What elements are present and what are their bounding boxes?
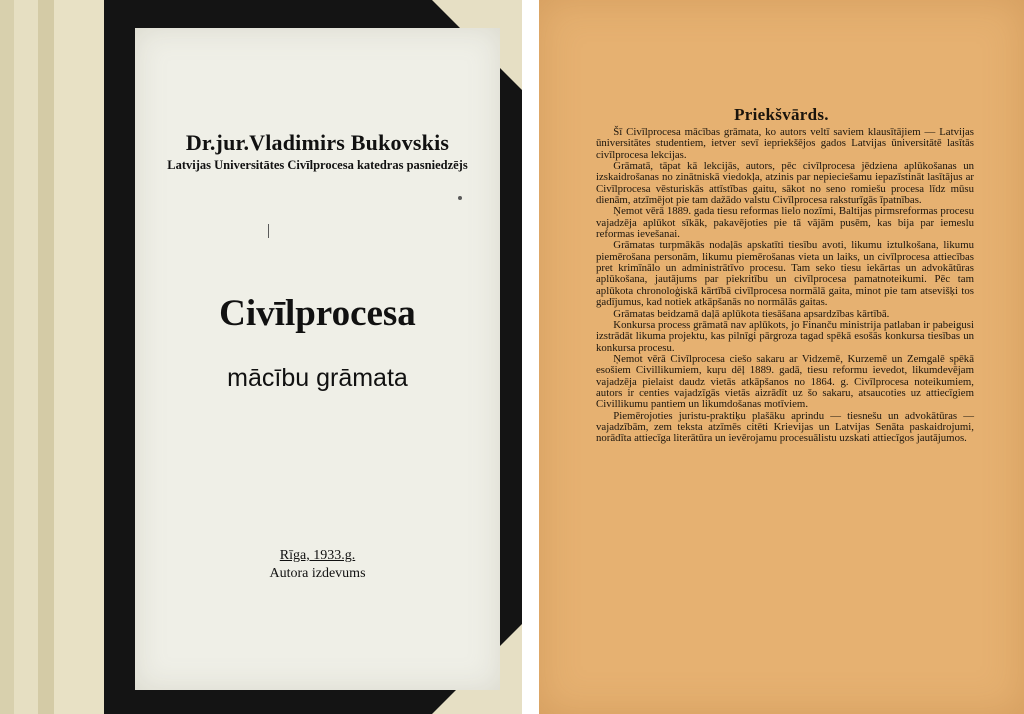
cover-mark bbox=[268, 224, 269, 238]
preface-paragraph: Konkursa process grāmatā nav aplūkots, jo Finanču ministrija patlaban ir pabeigusi izstrādāt likuma projektu, kas pilnīgi pārgroza tagad spēkā esošās konkursa tiesības un konkursa procesu. bbox=[596, 318, 974, 354]
cover-place-year bbox=[135, 548, 500, 564]
cover-affiliation: Latvijas Universitātes Civīlprocesa katedras pasniedzējs bbox=[167, 158, 468, 172]
preface-paragraph: Ņemot vērā Civīlprocesa ciešo sakaru ar Vidzemē, Kurzemē un Zemgalē spēkā esošiem Civillikumiem, kuŗu dēļ 1889. gadā, tiesu reformu ievedot, likumdevējam vajadzēja pielaist daudz vietās atkāpšanos no 1864. g. Civīlprocesa noteikumiem, autors ir centies vajadzīgās vietās aizrādīt uz šo sakaru, atsaucoties uz attiecīgiem Civillikumu pantiem un likumdošanas motīviem. bbox=[596, 352, 974, 411]
spine-strip bbox=[38, 0, 55, 714]
preface-paragraph: Grāmatā, tāpat kā lekcijās, autors, pēc civīlprocesa jēdziena aplūkošanas un izskaidrošanas no zinātniskā viedokļa, atzinis par nepieciešamu iepazīstināt lasītājus ar Civīlprocesa vēsturiskās attīstības gaitu, sākot no seno romiešu procesa līdz mūsu dienām, atzīmējot pie tam dažādo valstu Civīlprocesa raksturīgās īpatnības. bbox=[596, 160, 974, 207]
cover-author: Dr.jur.Vladimirs Bukovskis bbox=[185, 130, 450, 155]
cover-publisher: Autora izdevums bbox=[269, 566, 366, 581]
preface-paragraph: Grāmatas beidzamā daļā aplūkota tiesāšana apsardzības kārtībā. bbox=[613, 307, 890, 320]
preface-heading: Priekšvārds. bbox=[734, 105, 829, 124]
spine-strip bbox=[0, 0, 15, 714]
spine-strip bbox=[54, 0, 104, 714]
preface-paragraph: Piemērojoties juristu-praktiķu plašāku aprindu — tiesnešu un advokātūras — vajadzībām, zem teksta atzīmēs citēti Krievijas un Latvijas Senāta paskaidrojumi, norādīta attiecīga literātūra un ievērojamu procesuālistu uzskati attiecīgos jautājumos. bbox=[596, 409, 974, 445]
cover-label bbox=[135, 28, 500, 690]
preface-paragraph: Grāmatas turpmākās nodaļās apskatīti tiesību avoti, likumu iztulkošana, likumu piemērošana personām, likumu piemērošanas vieta un laiks, un civīlprocesa attiecības pret krimīnālo un administrātīvo procesu. Tam seko tiesu iekārtas un advokātūras aplūkošana, jautājums par piekritību un civīlprocesa pamatnoteikumi. Pēc tam aplūkota chronoloģiskā kārtībā civīlprocesa normālā gaita, minot pie tam atsevišķi tos gadījumus, kad notiek atkāpšanās no normālās gaitas. bbox=[596, 239, 974, 309]
spine-strip bbox=[14, 0, 39, 714]
preface-paragraph: Šī Civīlprocesa mācības grāmata, ko autors veltī saviem klausītājiem — Latvijas ūniversitātes studentiem, ietver sevī iepriekšējos gados Latvijas ūniversitātē lasītās civīlprocesa lekcijas. bbox=[596, 126, 974, 161]
cover-mark bbox=[458, 196, 462, 200]
cover-title: Civīlprocesa bbox=[219, 293, 416, 334]
preface-body bbox=[596, 127, 974, 445]
cover-subtitle: mācību grāmata bbox=[227, 364, 408, 392]
preface-paragraph: Ņemot vērā 1889. gada tiesu reformas lielo nozīmi, Baltijas pirmsreformas procesu vajadzēja aplūkot sīkāk, pakavējoties pie tā vājām pusēm, kas bija par iemeslu reformas ievešanai. bbox=[596, 205, 974, 241]
cover-place-year-text: Rīga, 1933.g. bbox=[279, 548, 356, 563]
